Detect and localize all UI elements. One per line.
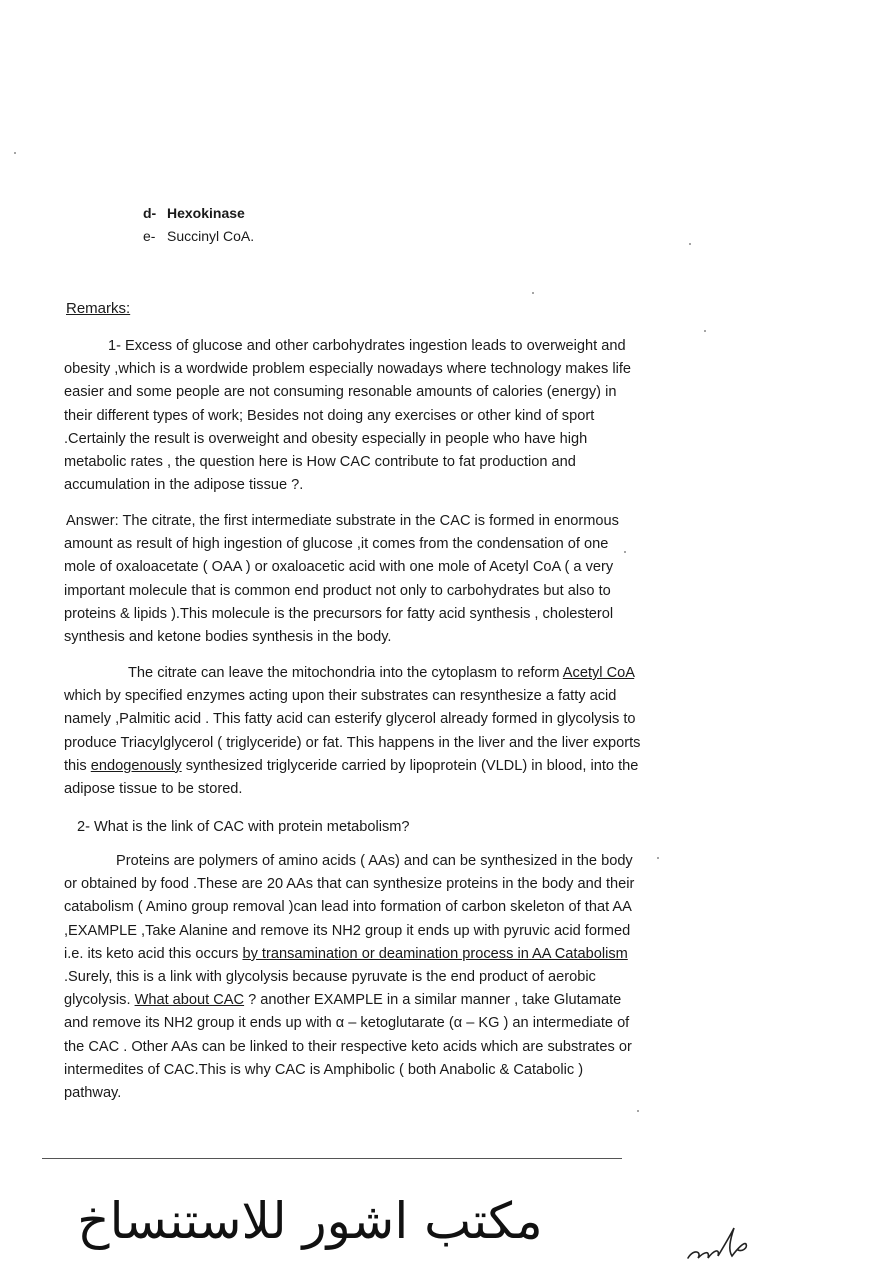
- scan-speck: [657, 857, 659, 859]
- option-e-label: e-: [143, 228, 156, 244]
- answer-paragraph: Answer: The citrate, the first intermediate substrate in the CAC is formed in enormous amount as result of high ingestion of glucose ,it comes from the condensation of one mole of oxaloacetate ( OAA ) or oxaloacetic acid with one mole of Acetyl CoA ( a very important molecule that is common end product not only to carbohydrates but also to proteins & lipids ).This molecule is the precursors for fatty acid synthesis , cholesterol synthesis and ketone bodies synthesis in the body.: [64, 513, 619, 646]
- citrate-text-3: synthesized triglyceride carried by lipoprotein (VLDL) in blood, into the adipose tissue to be stored.: [64, 757, 639, 798]
- protein-text-2: .Surely, this is a link with glycolysis because pyruvate is the end product of aerobic glycolysis.: [64, 969, 596, 1009]
- protein-text-3: ? another EXAMPLE in a similar manner , take Glutamate and remove its NH2 group it ends up with α – ketoglutarate (α – KG ) an intermediate of the CAC . Other AAs can be linked to their respective keto acids which are substrates or intermedites of CAC.This is why CAC is Amphibolic ( both Anabolic & Catabolic ) pathway.: [64, 992, 632, 1102]
- footer-divider: [42, 1158, 622, 1159]
- transamination-underlined: by transamination or deamination process in AA Catabolism: [242, 945, 628, 962]
- remarks-heading: Remarks:: [66, 300, 131, 317]
- scan-speck: [14, 152, 16, 154]
- copy-shop-stamp: مكتب اشور للاستنساخ: [77, 1192, 543, 1250]
- scan-speck: [689, 243, 691, 245]
- what-about-cac-underlined: What about CAC: [134, 992, 245, 1009]
- citrate-text-1: The citrate can leave the mitochondria into the cytoplasm to reform: [128, 665, 563, 681]
- remark-1-paragraph: 1- Excess of glucose and other carbohydrates ingestion leads to overweight and obesity ,which is a wordwide problem especially nowadays where technology makes life easier and some people are not consuming resonable amounts of calories (energy) in their different types of work; Besides not doing any exercises or other kind of sport .Certainly the result is overweight and obesity especially in people who have high metabolic rates , the question here is How CAC contribute to fat production and accumulation in the adipose tissue ?.: [64, 338, 632, 494]
- signature-mark: [684, 1222, 754, 1263]
- citrate-text-2: which by specified enzymes acting upon their substrates can resynthesize a fatty acid namely ,Palmitic acid . This fatty acid can esterify glycerol already formed in glycolysis to produce Triacylglycerol ( triglyceride) or fat. This happens in the liver and the liver exports this: [64, 688, 641, 774]
- protein-paragraph: [64, 850, 644, 1105]
- option-d: [143, 205, 245, 221]
- option-d-label: d-: [143, 205, 157, 221]
- protein-text-1: Proteins are polymers of amino acids ( AAs) and can be synthesized in the body or obtained by food .These are 20 AAs that can synthesize proteins in the body and their catabolism ( Amino group removal )can lead into formation of carbon skeleton of that AA ,EXAMPLE ,Take Alanine and remove its NH2 group it ends up with pyruvic acid formed i.e. its keto acid this occurs: [64, 853, 635, 962]
- question-2: 2- What is the link of CAC with protein metabolism?: [77, 819, 410, 835]
- endogenously-underlined: endogenously: [90, 757, 182, 774]
- option-e-text: Succinyl CoA.: [167, 228, 255, 244]
- scan-speck: [532, 292, 534, 294]
- scan-speck: [704, 330, 706, 332]
- option-d-text: Hexokinase: [167, 205, 245, 221]
- acetyl-coa-underlined: Acetyl CoA: [562, 665, 635, 681]
- citrate-paragraph: [64, 662, 644, 801]
- scan-speck: [637, 1110, 639, 1112]
- scan-speck: [624, 551, 626, 553]
- option-e: [143, 228, 254, 244]
